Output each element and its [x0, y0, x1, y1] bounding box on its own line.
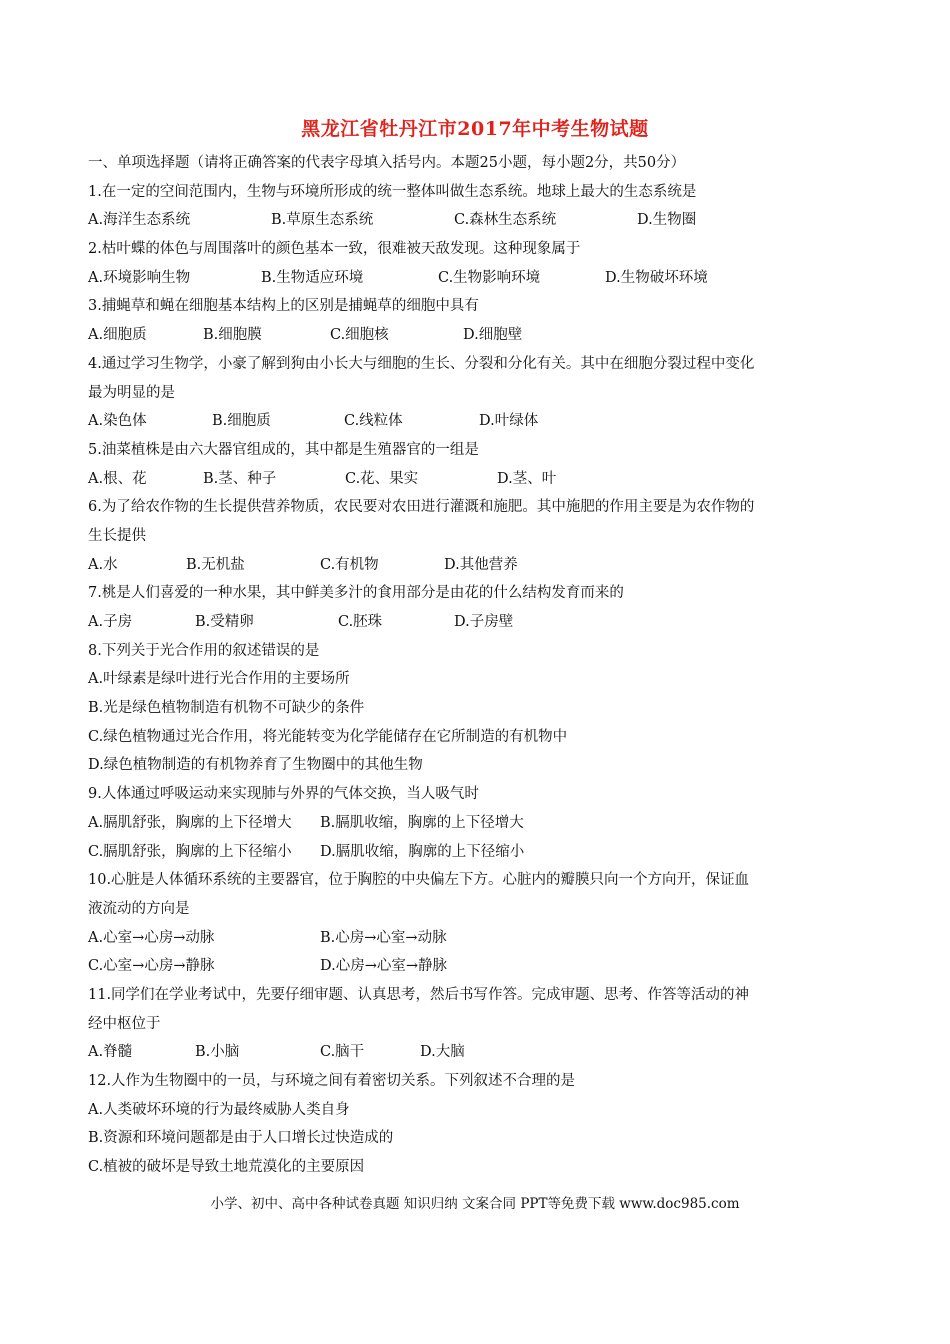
option-row	[88, 407, 868, 436]
question-stem: 3.捕蝇草和蝇在细胞基本结构上的区别是捕蝇草的细胞中具有	[88, 298, 479, 315]
question-11	[88, 981, 868, 1067]
option: D.其他营养	[444, 556, 518, 573]
option-row	[88, 952, 868, 981]
option-row	[88, 1153, 868, 1182]
option: A.海洋生态系统	[88, 212, 191, 229]
question-stem: 2.枯叶蝶的体色与周围落叶的颜色基本一致，很难被天敌发现。这种现象属于	[88, 241, 581, 258]
option-row	[88, 206, 868, 235]
question-stem: 液流动的方向是	[88, 900, 190, 917]
option: A.水	[88, 556, 118, 573]
option-row	[88, 809, 868, 838]
question-stem: 4.通过学习生物学，小豪了解到狗由小长大与细胞的生长、分裂和分化有关。其中在细胞分裂过程中变化	[88, 355, 755, 372]
option: C.森林生态系统	[454, 212, 557, 229]
option: D.绿色植物制造的有机物养育了生物圈中的其他生物	[88, 757, 423, 774]
section-header: 一、单项选择题（请将正确答案的代表字母填入括号内。本题25小题，每小题2分，共50分）	[88, 155, 686, 171]
option-row	[88, 723, 868, 752]
question-8	[88, 637, 868, 780]
option: A.染色体	[88, 413, 147, 430]
option: A.心室→心房→动脉	[88, 929, 215, 946]
option: B.草原生态系统	[271, 212, 374, 229]
option-row	[88, 665, 868, 694]
question-stem: 11.同学们在学业考试中，先要仔细审题、认真思考，然后书写作答。完成审题、思考、作答等活动的神	[88, 986, 750, 1003]
option: A.叶绿素是绿叶进行光合作用的主要场所	[88, 671, 350, 688]
option-row	[88, 551, 868, 580]
question-stem: 经中枢位于	[88, 1015, 161, 1032]
question-stem: 10.心脏是人体循环系统的主要器官，位于胸腔的中央偏左下方。心脏内的瓣膜只向一个方向开，保证血	[88, 872, 750, 889]
exam-content	[88, 149, 868, 1182]
option: A.膈肌舒张，胸廓的上下径增大	[88, 814, 292, 831]
option: D.细胞壁	[463, 327, 523, 344]
question-stem: 12.人作为生物圈中的一员，与环境之间有着密切关系。下列叙述不合理的是	[88, 1073, 576, 1089]
option: C.生物影响环境	[438, 269, 541, 286]
option: B.细胞质	[212, 413, 271, 430]
option: A.脊髓	[88, 1044, 133, 1061]
option-row	[88, 465, 868, 494]
option: C.胚珠	[338, 614, 383, 630]
option: B.细胞膜	[203, 327, 262, 344]
option-row	[88, 321, 868, 350]
page-footer: 小学、初中、高中各种试卷真题 知识归纳 文案合同 PPT等免费下载 www.doc985.com	[210, 1196, 740, 1212]
option: C.细胞核	[330, 327, 389, 344]
question-stem: 9.人体通过呼吸运动来实现肺与外界的气体交换，当人吸气时	[88, 786, 479, 803]
option-row	[88, 838, 868, 867]
option: D.生物圈	[637, 212, 697, 229]
question-3	[88, 292, 868, 349]
question-stem: 5.油菜植株是由六大器官组成的，其中都是生殖器官的一组是	[88, 441, 479, 458]
option: D.膈肌收缩，胸廓的上下径缩小	[320, 843, 525, 860]
option: B.心房→心室→动脉	[320, 929, 447, 946]
option: C.有机物	[320, 556, 379, 573]
question-6	[88, 493, 868, 579]
option: C.绿色植物通过光合作用，将光能转变为化学能储存在它所制造的有机物中	[88, 728, 568, 745]
option: D.叶绿体	[479, 413, 539, 430]
option: B.光是绿色植物制造有机物不可缺少的条件	[88, 700, 365, 717]
option: A.子房	[88, 614, 133, 630]
option: C.线粒体	[344, 413, 403, 430]
option: C.植被的破坏是导致土地荒漠化的主要原因	[88, 1159, 365, 1176]
option: D.茎、叶	[497, 470, 557, 487]
option: B.资源和环境问题都是由于人口增长过快造成的	[88, 1130, 394, 1147]
option: D.生物破坏环境	[605, 269, 708, 286]
option: B.受精卵	[195, 614, 254, 630]
question-1	[88, 178, 868, 235]
option: C.脑干	[320, 1044, 365, 1061]
option: D.子房壁	[454, 614, 514, 630]
option: A.细胞质	[88, 327, 147, 344]
question-stem: 7.桃是人们喜爱的一种水果，其中鲜美多汁的食用部分是由花的什么结构发育而来的	[88, 585, 624, 602]
option: A.环境影响生物	[88, 269, 191, 286]
option: A.人类破坏环境的行为最终威胁人类自身	[88, 1101, 350, 1118]
question-stem: 6.为了给农作物的生长提供营养物质，农民要对农田进行灌溉和施肥。其中施肥的作用主要是为农作物的	[88, 499, 755, 516]
question-7	[88, 579, 868, 636]
option: B.茎、种子	[203, 470, 277, 487]
question-stem: 8.下列关于光合作用的叙述错误的是	[88, 642, 320, 659]
option-row	[88, 608, 868, 637]
option: C.心室→心房→静脉	[88, 958, 215, 975]
option: A.根、花	[88, 470, 147, 487]
option-row	[88, 1124, 868, 1153]
option: C.膈肌舒张，胸廓的上下径缩小	[88, 843, 292, 860]
option: D.心房→心室→静脉	[320, 958, 448, 975]
option: C.花、果实	[345, 470, 419, 487]
option-row	[88, 694, 868, 723]
option-row	[88, 924, 868, 953]
option-row	[88, 264, 868, 293]
question-10	[88, 866, 868, 981]
question-2	[88, 235, 868, 292]
question-12	[88, 1067, 868, 1182]
option: B.小脑	[195, 1044, 240, 1061]
question-9	[88, 780, 868, 866]
option-row	[88, 751, 868, 780]
question-4	[88, 350, 868, 436]
option: B.生物适应环境	[261, 269, 364, 286]
page-title: 黑龙江省牡丹江市2017年中考生物试题	[301, 118, 649, 140]
option-row	[88, 1096, 868, 1125]
question-5	[88, 436, 868, 493]
question-stem: 1.在一定的空间范围内，生物与环境所形成的统一整体叫做生态系统。地球上最大的生态系统是	[88, 183, 697, 200]
question-stem: 生长提供	[88, 527, 146, 544]
option: B.无机盐	[186, 556, 245, 573]
option-row	[88, 1038, 868, 1067]
question-stem: 最为明显的是	[88, 384, 175, 401]
option: D.大脑	[420, 1044, 465, 1061]
option: B.膈肌收缩，胸廓的上下径增大	[320, 814, 524, 831]
